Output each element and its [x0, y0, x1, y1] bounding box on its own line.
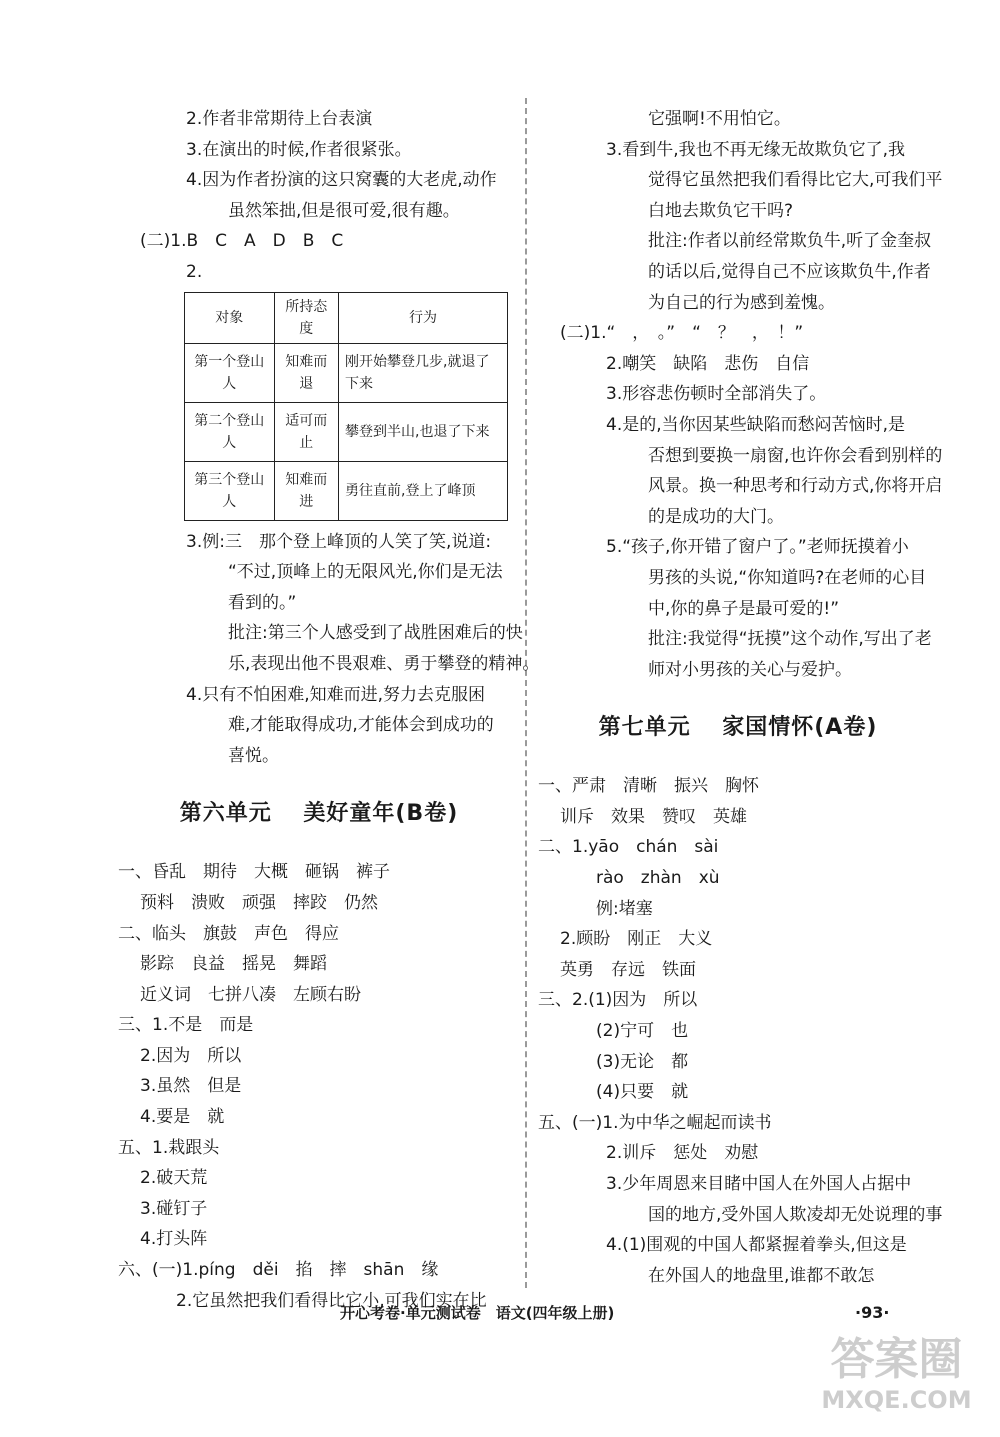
answer-line: 乐,表现出他不畏艰难、勇于攀登的精神。 [228, 653, 540, 674]
column-divider [525, 98, 527, 1288]
answer-line: (二)1.B C A D B C [140, 231, 344, 252]
table-cell: 勇往直前,登上了峰顶 [339, 461, 508, 520]
left-column [118, 104, 540, 1316]
answer-line: 3.少年周恩来目睹中国人在外国人占据中 [606, 1174, 912, 1194]
answer-line: 风景。换一种思考和行动方式,你将开启 [648, 476, 943, 497]
answer-line: 二、1.yāo chán sài [538, 837, 719, 858]
answer-line: 近义词 七拼八凑 左顾右盼 [140, 984, 361, 1005]
answer-line: 一、严肃 清晰 振兴 胸怀 [538, 776, 759, 797]
table-header-row [185, 292, 508, 343]
answer-line: 批注:作者以前经常欺负牛,听了金奎叔 [648, 231, 932, 252]
table-header: 行为 [339, 292, 508, 343]
answer-line: 2.破天荒 [140, 1168, 208, 1189]
table-row [185, 343, 508, 402]
answer-line: 中,你的鼻子是最可爱的!” [648, 598, 840, 619]
answer-line: 五、(一)1.为中华之崛起而读书 [538, 1112, 772, 1133]
answer-line: 4.是的,当你因某些缺陷而愁闷苦恼时,是 [606, 414, 906, 435]
table-header: 所持态度 [274, 292, 339, 343]
answer-line: 2.训斥 惩处 劝慰 [606, 1143, 759, 1164]
watermark [809, 1335, 984, 1425]
answer-line: 觉得它虽然把我们看得比它大,可我们平 [648, 170, 943, 191]
answer-line: 训斥 效果 赞叹 英雄 [560, 806, 747, 827]
right-answers-top [538, 104, 943, 685]
left-answers-bottom [118, 857, 520, 1316]
answer-line: 虽然笨拙,但是很可爱,很有趣。 [228, 200, 460, 221]
answer-line: 4.打头阵 [140, 1229, 208, 1250]
table-cell: 第三个登山人 [185, 461, 275, 520]
table-cell: 知难而进 [274, 461, 339, 520]
answer-line: 批注:我觉得“抚摸”这个动作,写出了老 [648, 629, 932, 650]
answer-line: 喜悦。 [228, 745, 279, 766]
page-number: ·93· [855, 1303, 890, 1322]
answer-line: 英勇 存远 铁面 [560, 959, 696, 980]
answer-line: 2. [186, 261, 203, 282]
answer-line: 3.碰钉子 [140, 1198, 208, 1219]
answer-line: 影踪 良益 摇晃 舞蹈 [140, 954, 327, 975]
unit-seven-heading: 第七单元 家国情怀(A卷) [598, 715, 878, 741]
answer-line: 五、1.栽跟头 [118, 1137, 220, 1158]
answer-line: “不过,顶峰上的无限风光,你们是无法 [228, 562, 503, 583]
table-cell: 攀登到半山,也退了下来 [339, 402, 508, 461]
table-cell: 适可而止 [274, 402, 339, 461]
unit-six-heading: 第六单元 美好童年(B卷) [179, 801, 459, 827]
answer-line: 一、昏乱 期待 大概 砸锅 裤子 [118, 862, 390, 883]
left-answers-middle [118, 527, 540, 772]
left-answers-top [118, 104, 520, 288]
answer-line: 4.只有不怕困难,知难而进,努力去克服困 [186, 684, 486, 705]
answer-line: 2.嘲笑 缺陷 悲伤 自信 [606, 353, 810, 374]
answer-line: 男孩的头说,“你知道吗?在老师的心目 [648, 567, 927, 588]
answer-line: 否想到要换一扇窗,也许你会看到别样的 [648, 445, 943, 466]
answer-line: 白地去欺负它干吗? [648, 200, 794, 221]
answer-line: 师对小男孩的关心与爱护。 [648, 659, 852, 680]
answer-line: (二)1.“ ， 。” “ ？ ， ！” [560, 323, 804, 344]
answer-line: 3.形容悲伤顿时全部消失了。 [606, 384, 827, 405]
table-header: 对象 [185, 292, 275, 343]
answer-line: 批注:第三个人感受到了战胜困难后的快 [228, 623, 523, 644]
answer-line: rào zhàn xù [596, 868, 720, 889]
right-answers-bottom [538, 771, 943, 1291]
answer-line: 国的地方,受外国人欺凌却无处说理的事 [648, 1204, 943, 1225]
answer-line: 3.虽然 但是 [140, 1076, 242, 1097]
watermark-url: MXQE.COM [821, 1386, 972, 1414]
table-row [185, 402, 508, 461]
answer-table [184, 292, 508, 521]
answer-line: (2)宁可 也 [596, 1021, 689, 1042]
answer-line: 看到的。” [228, 592, 297, 613]
answer-line: 难,才能取得成功,才能体会到成功的 [228, 715, 494, 736]
answer-line: 的话以后,觉得自己不应该欺负牛,作者 [648, 261, 931, 282]
table-row [185, 461, 508, 520]
answer-line: 预料 溃败 顽强 摔跤 仍然 [140, 892, 378, 913]
answer-line: 3.在演出的时候,作者很紧张。 [186, 139, 412, 160]
answer-line: 它强啊!不用怕它。 [648, 109, 791, 129]
answer-line: 4.因为作者扮演的这只窝囊的大老虎,动作 [186, 170, 497, 191]
answer-line: 2.作者非常期待上台表演 [186, 109, 373, 129]
answer-line: 4.要是 就 [140, 1107, 225, 1128]
answer-line: 3.看到牛,我也不再无缘无故欺负它了,我 [606, 139, 906, 160]
answer-line: 三、2.(1)因为 所以 [538, 990, 698, 1011]
answer-line: 2.因为 所以 [140, 1045, 242, 1066]
answer-line: 4.(1)围观的中国人都紧握着拳头,但这是 [606, 1235, 907, 1256]
right-column [538, 104, 943, 1291]
answer-line: 5.“孩子,你开错了窗户了。”老师抚摸着小 [606, 537, 909, 558]
table-cell: 知难而退 [274, 343, 339, 402]
answer-line: 2.它虽然把我们看得比它小,可我们实在比 [176, 1290, 487, 1311]
answer-line: 三、1.不是 而是 [118, 1015, 254, 1036]
answer-line: (4)只要 就 [596, 1082, 689, 1103]
answer-line: 为自己的行为感到羞愧。 [648, 292, 835, 313]
answer-line: 2.顾盼 刚正 大义 [560, 929, 713, 950]
answer-line: 例:堵塞 [596, 898, 653, 919]
answer-line: 3.例:三 那个登上峰顶的人笑了笑,说道: [186, 531, 492, 552]
answer-line: 的是成功的大门。 [648, 506, 784, 527]
table-cell: 第一个登山人 [185, 343, 275, 402]
answer-line: (3)无论 都 [596, 1051, 689, 1072]
answer-line: 在外国人的地盘里,谁都不敢怎 [648, 1265, 875, 1286]
answer-line: 六、(一)1.píng děi 掐 摔 shān 缘 [118, 1260, 439, 1281]
watermark-text: 答案圈 [830, 1334, 963, 1385]
page-footer: 开心考卷·单元测试卷 语文(四年级上册) [340, 1304, 615, 1322]
table-cell: 刚开始攀登几步,就退了下来 [339, 343, 508, 402]
table-cell: 第二个登山人 [185, 402, 275, 461]
answer-line: 二、临头 旗鼓 声色 得应 [118, 923, 339, 944]
